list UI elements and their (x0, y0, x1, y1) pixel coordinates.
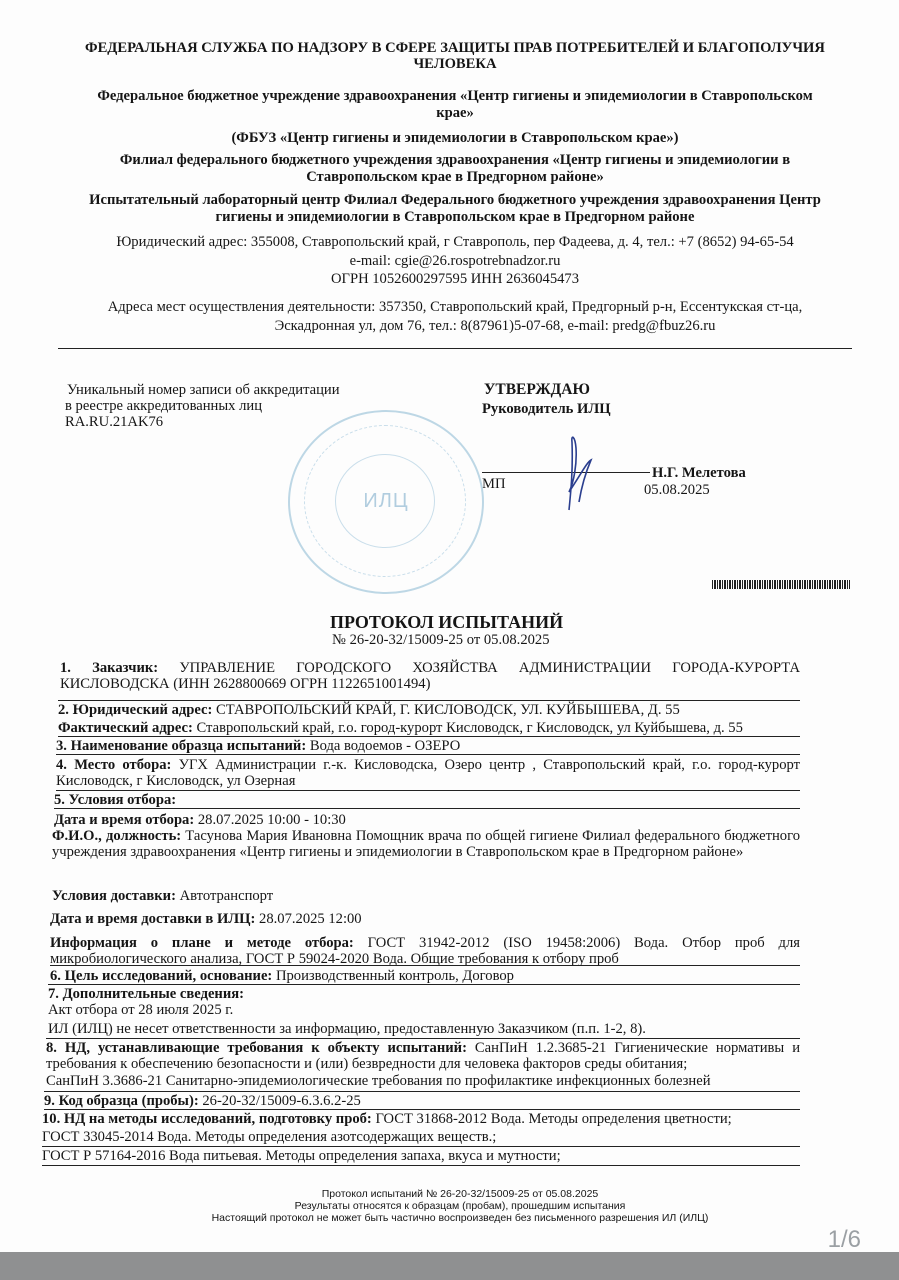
section-sampling-place-text: УГХ Администрации г.-к. Кисловодска, Озеро центр , Ставропольский край, г.о. город-курорт Кисловодск, г Кисловодск, ул Озерная (56, 757, 800, 789)
section-sample-code-text: 26-20-32/15009-6.3.6.2-25 (202, 1093, 361, 1109)
activity-address: Адреса мест осуществления деятельности: 357350, Ставропольский край, Предгорный р-н, Ессентукская ст-ца, (107, 299, 803, 315)
rule (44, 1109, 800, 1110)
section-purpose-text: Производственный контроль, Договор (275, 968, 514, 984)
section-sample-code-label: 9. Код образца (пробы): (44, 1093, 199, 1109)
footer-results-note: Результаты относятся к образцам (пробам), прошедшим испытания (294, 1200, 626, 1212)
barcode (712, 580, 850, 589)
section-legal-address-text: СТАВРОПОЛЬСКИЙ КРАЙ, Г. КИСЛОВОДСК, УЛ. КУЙБЫШЕВА, Д. 55 (216, 702, 680, 718)
section-sampling-place (56, 757, 800, 789)
accreditation-line1: Уникальный номер записи об аккредитации (67, 382, 340, 398)
delivery-conditions-label: Условия доставки: (52, 888, 176, 904)
approval-date: 05.08.2025 (644, 482, 710, 498)
page-indicator: 1/6 (827, 1226, 861, 1252)
section-sampling-conditions (54, 792, 814, 808)
section-purpose (50, 968, 810, 984)
section-test-methods (42, 1111, 800, 1127)
org-name: Федеральное бюджетное учреждение здравоохранения «Центр гигиены и эпидемиологии в Ставропольском (97, 88, 813, 104)
delivery-conditions (52, 888, 812, 904)
section-sampling-conditions-label: 5. Условия отбора: (54, 792, 177, 808)
section-requirements-text: СанПиН 1.2.3685-21 Гигиенические нормативы и требования к обеспечению безопасности и (или) безвредности для человека факторов среды обитания; (46, 1040, 800, 1072)
sampling-method (50, 935, 800, 967)
sampling-method-text: ГОСТ 31942-2012 (ISO 19458:2006) Вода. Отбор проб для микробиологического анализа, ГОСТ Р 59024-2020 Вода. Общие требования к отбору проб (50, 935, 800, 967)
section-test-methods-label: 10. НД на методы исследований, подготовку проб: (42, 1111, 372, 1127)
footer-protocol: Протокол испытаний № 26-20-32/15009-25 от 05.08.2025 (321, 1188, 599, 1200)
rule (42, 1165, 800, 1166)
rule (44, 1091, 800, 1092)
org-email: e-mail: cgie@26.rospotrebnadzor.ru (349, 253, 561, 269)
section-customer-text: УПРАВЛЕНИЕ ГОРОДСКОГО ХОЗЯЙСТВА АДМИНИСТРАЦИИ ГОРОДА-КУРОРТА КИСЛОВОДСКА (ИНН 2628800669 ОГРН 1122651001494) (60, 660, 800, 692)
section-actual-address (58, 720, 818, 736)
header-divider (58, 348, 852, 349)
sampling-datetime-text: 28.07.2025 10:00 - 10:30 (197, 812, 346, 828)
agency-title: ФЕДЕРАЛЬНАЯ СЛУЖБА ПО НАДЗОРУ В СФЕРЕ ЗАЩИТЫ ПРАВ ПОТРЕБИТЕЛЕЙ И БЛАГОПОЛУЧИЯ (85, 40, 825, 56)
org-ogrn: ОГРН 1052600297595 ИНН 2636045473 (330, 271, 580, 287)
protocol-title: ПРОТОКОЛ ИСПЫТАНИЙ (330, 612, 564, 632)
test-methods-line3: ГОСТ Р 57164-2016 Вода питьевая. Методы определения запаха, вкуса и мутности; (42, 1148, 561, 1164)
section-test-methods-text: ГОСТ 31868-2012 Вода. Методы определения цветности; (375, 1111, 732, 1127)
branch-name: Филиал федерального бюджетного учреждения здравоохранения «Центр гигиены и эпидемиологии в (119, 152, 791, 168)
section-actual-address-text: Ставропольский край, г.о. город-курорт Кисловодск, г Кисловодск, ул Куйбышева, д. 55 (196, 720, 743, 736)
legal-address: Юридический адрес: 355008, Ставропольский край, г Ставрополь, пер Фадеева, д. 4, тел.: +7 (8652) 94-65-54 (116, 234, 794, 250)
section-sample-name-label: 3. Наименование образца испытаний: (56, 738, 307, 754)
section-additional-info (48, 986, 808, 1002)
sampling-method-label: Информация о плане и методе отбора: (50, 935, 354, 951)
sampler-info (52, 828, 800, 860)
section-requirements-label: 8. НД, устанавливающие требования к объекту испытаний: (46, 1040, 467, 1056)
section-legal-address (58, 702, 818, 718)
rule (42, 1146, 800, 1147)
sampler-info-text: Тасунова Мария Ивановна Помощник врача по общей гигиене Филиал федерального бюджетного учреждения здравоохранения «Центр гигиены и эпидемиологии в Ставропольском крае в Предгорном районе» (52, 828, 800, 860)
rule (50, 965, 800, 966)
approval-title: УТВЕРЖДАЮ (484, 381, 590, 398)
section-actual-address-label: Фактический адрес: (58, 720, 193, 736)
signature-image (555, 430, 595, 512)
approval-role: Руководитель ИЛЦ (482, 401, 611, 417)
lab-name-cont: гигиены и эпидемиологии в Ставропольском крае в Предгорном районе (215, 209, 695, 225)
sampling-datetime-label: Дата и время отбора: (54, 812, 195, 828)
delivery-datetime-label: Дата и время доставки в ИЛЦ: (50, 911, 256, 927)
agency-title-cont: ЧЕЛОВЕКА (413, 56, 497, 72)
section-sample-code (44, 1093, 804, 1109)
footer-reproduction-note: Настоящий протокол не может быть частично воспроизведен без письменного разрешения ИЛ (ИЛЦ) (211, 1212, 709, 1224)
delivery-datetime-text: 28.07.2025 12:00 (259, 911, 362, 927)
rule (48, 984, 800, 985)
test-methods-line2: ГОСТ 33045-2014 Вода. Методы определения азотсодержащих веществ.; (42, 1129, 497, 1145)
section-sample-name (56, 738, 816, 754)
additional-info-line1: Акт отбора от 28 июля 2025 г. (48, 1002, 234, 1018)
lab-name: Испытательный лабораторный центр Филиал Федерального бюджетного учреждения здравоохранения Центр (89, 192, 821, 208)
seal-stamp-text: ИЛЦ (363, 490, 409, 512)
approver-name: Н.Г. Мелетова (652, 465, 746, 481)
sampler-info-label: Ф.И.О., должность: (52, 828, 182, 844)
section-legal-address-label: 2. Юридический адрес: (58, 702, 213, 718)
sampling-datetime (54, 812, 814, 828)
rule (58, 736, 800, 737)
rule (56, 754, 800, 755)
section-additional-info-label: 7. Дополнительные сведения: (48, 986, 245, 1002)
activity-address-cont: Эскадронная ул, дом 76, тел.: 8(87961)5-07-68, e-mail: predg@fbuz26.ru (274, 318, 716, 334)
delivery-datetime (50, 911, 810, 927)
seal-mark-label: МП (482, 476, 506, 492)
seal-stamp (288, 410, 484, 594)
section-customer-label: 1. Заказчик: (60, 660, 159, 676)
rule (46, 1038, 800, 1039)
delivery-conditions-text: Автотранспорт (179, 888, 274, 904)
section-sampling-place-label: 4. Место отбора: (56, 757, 172, 773)
branch-name-cont: Ставропольском крае в Предгорном районе» (306, 169, 604, 185)
section-customer (60, 660, 800, 692)
rule (56, 790, 800, 791)
requirements-line2: СанПиН 3.3686-21 Санитарно-эпидемиологические требования по профилактике инфекционных болезней (46, 1073, 711, 1089)
org-name-cont: крае» (436, 105, 474, 121)
rule (58, 700, 800, 701)
section-requirements (46, 1040, 800, 1072)
protocol-number: № 26-20-32/15009-25 от 05.08.2025 (332, 632, 550, 648)
org-short-name: (ФБУЗ «Центр гигиены и эпидемиологии в Ставропольском крае») (231, 130, 679, 146)
accreditation-number: RA.RU.21AK76 (65, 414, 164, 430)
section-purpose-label: 6. Цель исследований, основание: (50, 968, 273, 984)
rule (54, 808, 800, 809)
section-sample-name-text: Вода водоемов - ОЗЕРО (309, 738, 461, 754)
additional-info-line2: ИЛ (ИЛЦ) не несет ответственности за информацию, предоставленную Заказчиком (п.п. 1-2, 8). (48, 1021, 646, 1037)
accreditation-line2: в реестре аккредитованных лиц (65, 398, 263, 414)
